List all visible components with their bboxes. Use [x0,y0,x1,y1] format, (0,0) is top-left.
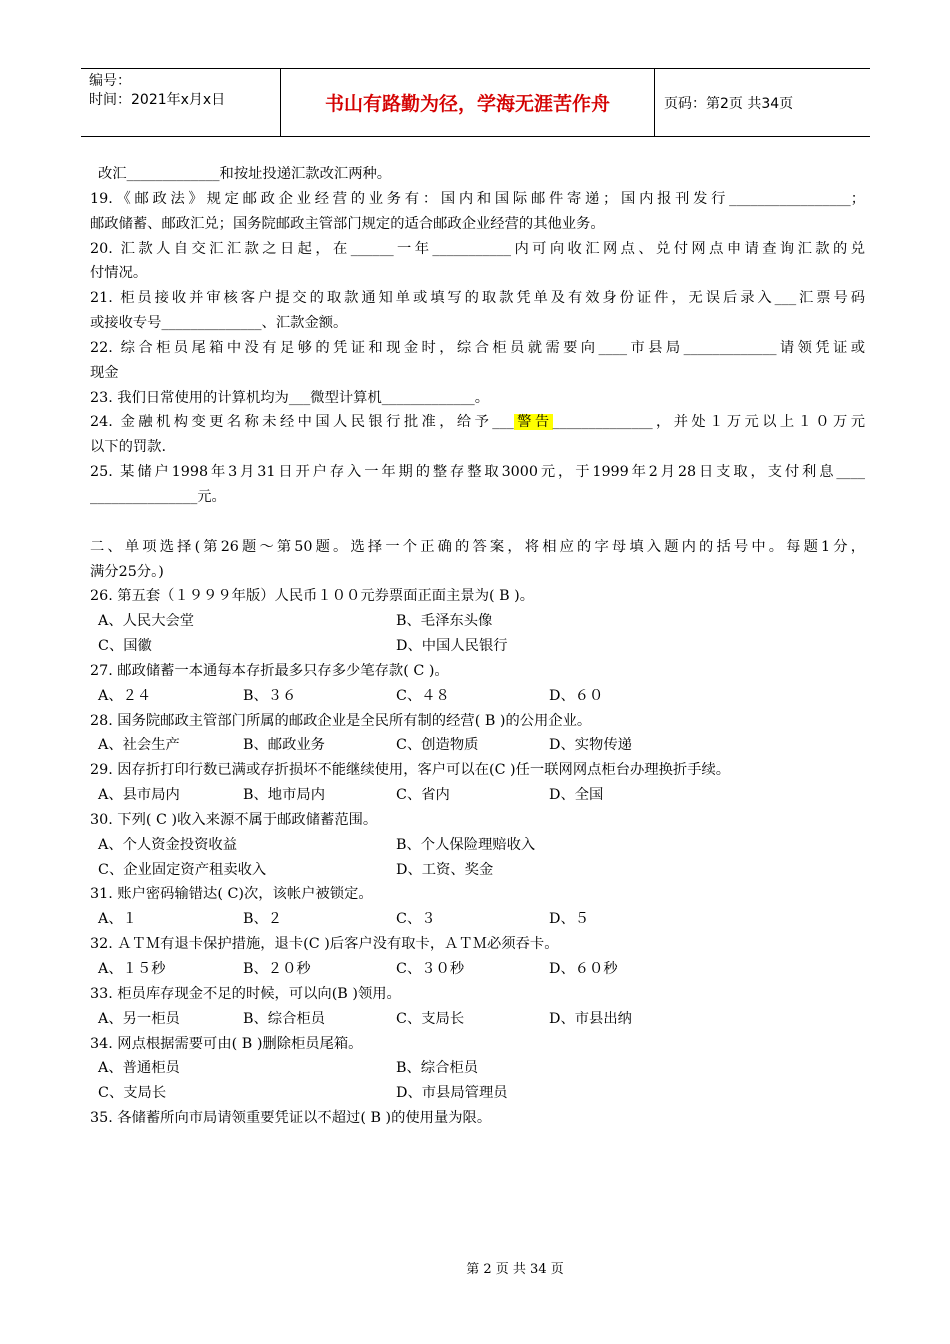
question-stem: 32. ＡＴＭ有退卡保护措施，退卡(C )后客户没有取卡，ＡＴＭ必须吞卡。 [90,936,559,953]
header-number-label: 编号： [89,73,131,89]
option-item: D、５ [549,911,590,928]
header-page-info: 页码：第2页 共34页 [664,95,794,112]
option-row [90,684,865,709]
question-stem: 31. 账户密码输错达( C)次，该帐户被锁定。 [90,886,373,903]
option-item: D、６０ [549,687,604,704]
text-line: 22. 综合柜员尾箱中没有足够的凭证和现金时，综合柜员就需要向____市县局_____________请领凭证或 [90,339,865,356]
section-heading: 二、单项选择(第26题～第50题。选择一个正确的答案，将相应的字母填入题内的括号中。每题1分， [90,538,865,555]
option-item: B、毛泽东头像 [396,613,493,630]
option-item: C、创造物质 [396,737,479,754]
text-line: 20. 汇款人自交汇汇款之日起，在______一年___________内可向收汇网点、兑付网点申请查询汇款的兑 [90,240,865,257]
option-item: D、工资、奖金 [396,861,494,878]
option-item: D、中国人民银行 [396,638,508,655]
option-row [90,733,865,758]
text-line: 付情况。 [90,265,148,282]
text-line: 23. 我们日常使用的计算机均为___微型计算机_____________。 [90,389,489,406]
text-line: 或接收专号______________、汇款金额。 [90,315,348,332]
option-item: B、综合柜员 [396,1060,478,1077]
header-time-label: 时间：2021年x月x日 [89,92,226,108]
question-stem: 30. 下列( C )收入来源不属于邮政储蓄范围。 [90,811,378,828]
option-item: C、支局长 [396,1010,465,1027]
option-item: A、普通柜员 [98,1060,180,1077]
option-item: B、３６ [243,687,297,704]
option-item: A、个人资金投资收益 [98,836,237,853]
option-row [90,1007,865,1032]
question-stem: 29. 因存折打印行数已满或存折损坏不能继续使用，客户可以在(C )任一联网网点柜台办理换折手续。 [90,762,731,779]
option-row [90,783,865,808]
header-motto: 书山有路勤为径，学海无涯苦作舟 [281,69,655,136]
text-line: 以下的罚款. [90,439,167,456]
option-item: A、县市局内 [98,787,180,804]
option-item: A、１５秒 [98,961,166,977]
question-stem: 35. 各储蓄所向市局请领重要凭证以不超过( B )的使用量为限。 [90,1110,492,1127]
option-item: C、３ [396,911,436,928]
q24-post: ______________，并处１万元以上１０万元 [552,414,865,431]
option-item: D、全国 [549,787,604,804]
option-row [90,1081,865,1106]
option-item: C、企业固定资产租卖收入 [98,861,267,878]
option-item: B、邮政业务 [243,737,325,754]
option-row [90,634,865,659]
option-item: A、社会生产 [98,737,180,754]
option-item: C、支局长 [98,1085,167,1102]
option-item: C、省内 [396,787,450,804]
option-row [90,858,865,883]
text-line: _______________元。 [90,488,226,505]
text-line: 25. 某储户1998年3月31日开户存入一年期的整存整取3000元，于1999年2月28日支取，支付利息____ [90,464,865,481]
option-row [90,957,865,982]
option-item: D、实物传递 [549,737,632,754]
question-stem: 34. 网点根据需要可由( B )删除柜员尾箱。 [90,1035,363,1052]
option-item: A、人民大会堂 [98,613,195,630]
option-item: A、２４ [98,687,152,704]
option-item: B、个人保险理赔收入 [396,836,536,853]
option-row [90,907,865,932]
page-footer: 第 2 页 共 34 页 [466,1262,564,1277]
text-line: 现金 [90,364,119,381]
option-item: B、２０秒 [243,961,311,977]
text-line: 改汇_____________和按址投递汇款改汇两种。 [98,166,392,182]
option-item: B、２ [243,911,283,928]
header-meta [81,69,281,136]
option-item: D、６０秒 [549,961,618,977]
option-item: B、地市局内 [243,787,325,804]
q24-highlight-answer: 警告 [513,414,553,431]
question-list [90,584,865,1106]
option-row [90,1056,865,1081]
option-item: B、综合柜员 [243,1010,325,1027]
text-line: 21. 柜员接收并审核客户提交的取款通知单或填写的取款凭单及有效身份证件，无误后录入___汇票号码 [90,290,865,307]
question-stem: 27. 邮政储蓄一本通每本存折最多只存多少笔存款( C )。 [90,662,449,679]
option-item: C、４８ [396,687,450,704]
question-stem: 28. 国务院邮政主管部门所属的邮政企业是全民所有制的经营( B )的公用企业。 [90,712,592,729]
question-stem: 26. 第五套（１９９９年版）人民币１００元券票面正面主景为( B )。 [90,588,535,605]
option-item: D、市县局管理员 [396,1085,508,1102]
q24-pre: 24. 金融机构变更名称未经中国人民银行批准，给予___ [90,414,514,431]
question-stem: 33. 柜员库存现金不足的时候，可以向(B )领用。 [90,985,401,1002]
text-line: 19.《邮政法》规定邮政企业经营的业务有：国内和国际邮件寄递；国内报刊发行_________________； [90,190,865,207]
document-header [81,68,870,137]
option-item: A、另一柜员 [98,1010,180,1027]
option-item: C、３０秒 [396,961,465,977]
option-item: A、１ [98,911,137,928]
question-24 [90,410,865,435]
text-line: 邮政储蓄、邮政汇兑；国务院邮政主管部门规定的适合邮政企业经营的其他业务。 [90,215,605,232]
option-row [90,833,865,858]
section-heading-cont: 满分25分。) [90,563,164,580]
option-item: D、市县出纳 [549,1010,632,1027]
option-row [90,609,865,634]
document-body [90,162,865,1131]
option-item: C、国徽 [98,638,152,655]
